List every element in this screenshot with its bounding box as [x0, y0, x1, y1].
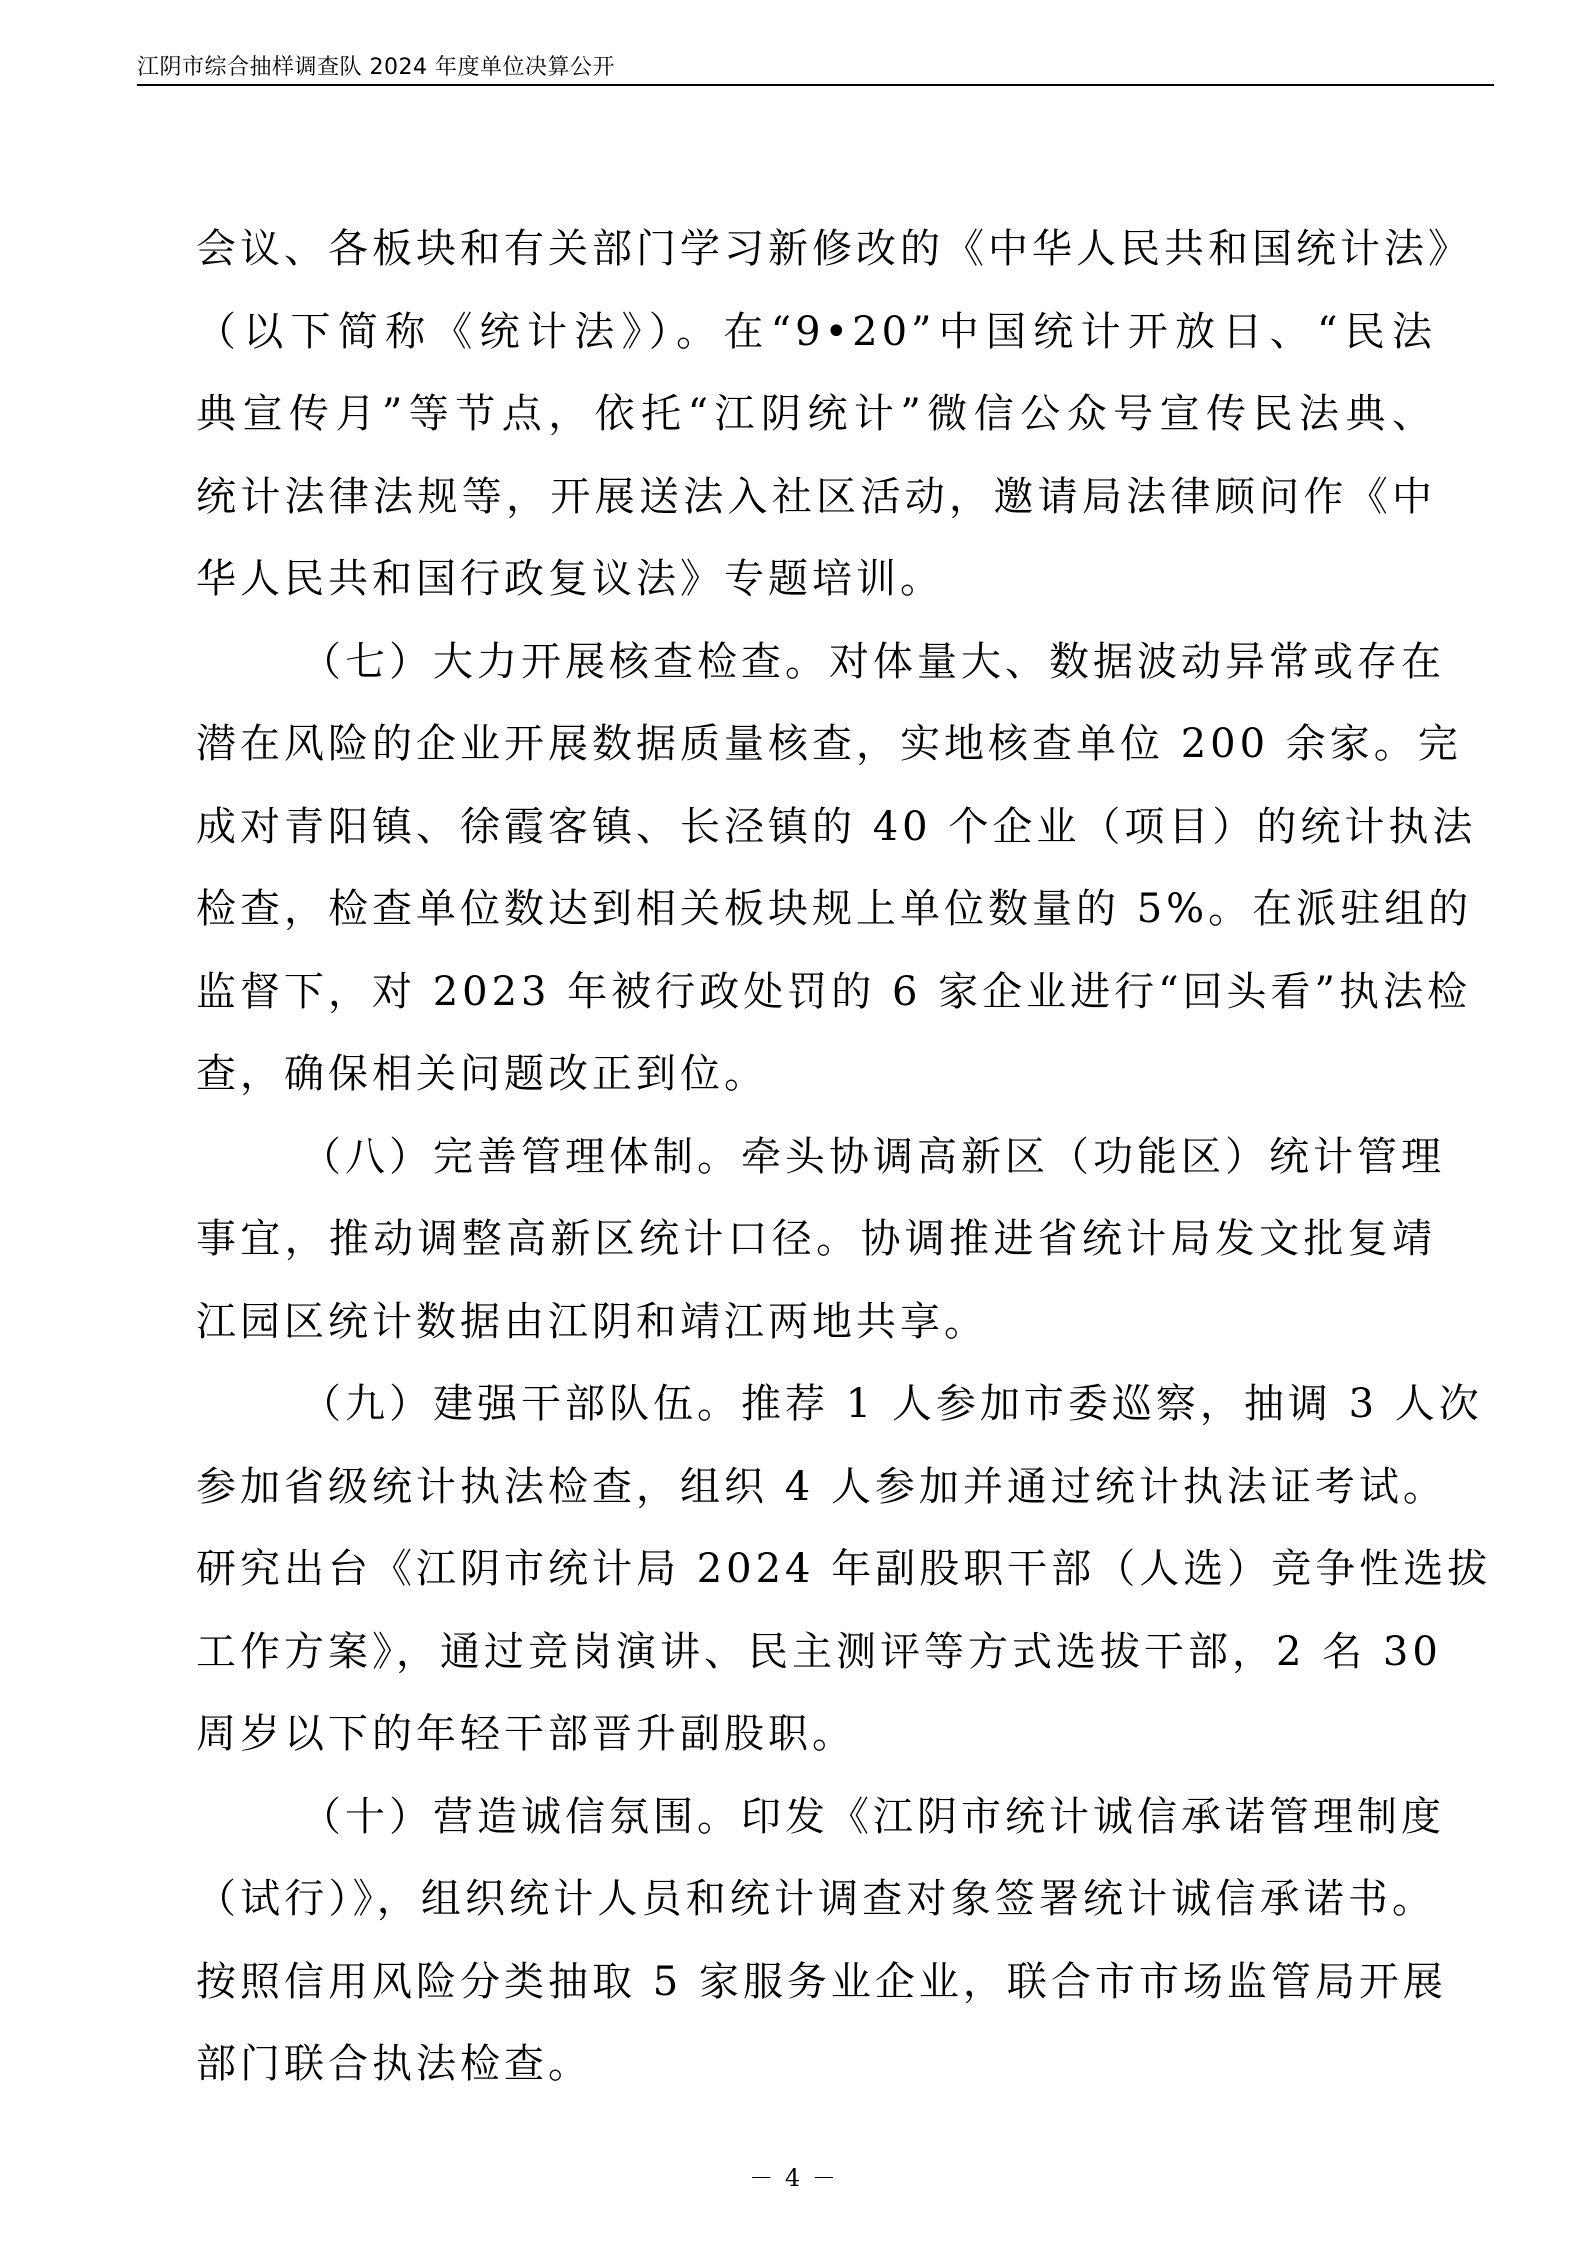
text-line: 事宜，推动调整高新区统计口径。协调推进省统计局发文批复靖: [196, 1216, 1436, 1262]
document-title: 江阴市综合抽样调查队 2024 年度单位决算公开: [137, 55, 615, 80]
text-line: 查，确保相关问题改正到位。: [196, 1051, 768, 1097]
text-line: 研究出台《江阴市统计局 2024 年副股职干部（人选）竞争性选拔: [196, 1546, 1492, 1592]
text-line: 潜在风险的企业开展数据质量核查，实地核查单位 200 余家。完: [196, 721, 1462, 767]
text-line: 参加省级统计执法检查，组织 4 人参加并通过统计执法证考试。: [196, 1463, 1447, 1510]
text-line: 成对青阳镇、徐霞客镇、长泾镇的 40 个企业（项目）的统计执法: [196, 803, 1477, 850]
page-header: [137, 46, 1494, 86]
page-number: － 4 －: [749, 2164, 838, 2192]
text-line: 按照信用风险分类抽取 5 家服务业企业，联合市市场监管局开展: [196, 1958, 1447, 2005]
section-heading-line: （十）营造诚信氛围。印发《江阴市统计诚信承诺管理制度: [301, 1793, 1445, 1840]
text-line: 工作方案》，通过竞岗演讲、民主测评等方式选拔干部，2 名 30: [196, 1628, 1442, 1675]
text-line: 江园区统计数据由江阴和靖江两地共享。: [196, 1298, 988, 1345]
text-line: 典宣传月”等节点，依托“江阴统计”微信公众号宣传民法典、: [196, 391, 1436, 437]
body-text: [196, 208, 1492, 2106]
section-heading-line: （七）大力开展核查检查。对体量大、数据波动异常或存在: [301, 638, 1445, 685]
section-heading-line: （八）完善管理体制。牵头协调高新区（功能区）统计管理: [301, 1133, 1445, 1180]
text-line: 部门联合执法检查。: [196, 2041, 592, 2087]
section-heading-line: （九）建强干部队伍。推荐 1 人参加市委巡察，抽调 3 人次: [301, 1381, 1483, 1427]
text-line: 会议、各板块和有关部门学习新修改的《中华人民共和国统计法》: [196, 226, 1472, 272]
text-line: （试行）》，组织统计人员和统计调查对象签署统计诚信承诺书。: [196, 1876, 1436, 1922]
text-line: 周岁以下的年轻干部晋升副股职。: [196, 1711, 856, 1757]
text-line: 监督下，对 2023 年被行政处罚的 6 家企业进行“回头看”执法检: [196, 968, 1472, 1015]
text-line: 华人民共和国行政复议法》专题培训。: [196, 556, 944, 602]
text-line: 检查，检查单位数达到相关板块规上单位数量的 5%。在派驻组的: [196, 886, 1473, 932]
text-line: 统计法律法规等，开展送法入社区活动，邀请局法律顾问作《中: [196, 473, 1436, 520]
text-line: （以下简称《统计法》）。在“9•20”中国统计开放日、“民法: [196, 308, 1436, 355]
